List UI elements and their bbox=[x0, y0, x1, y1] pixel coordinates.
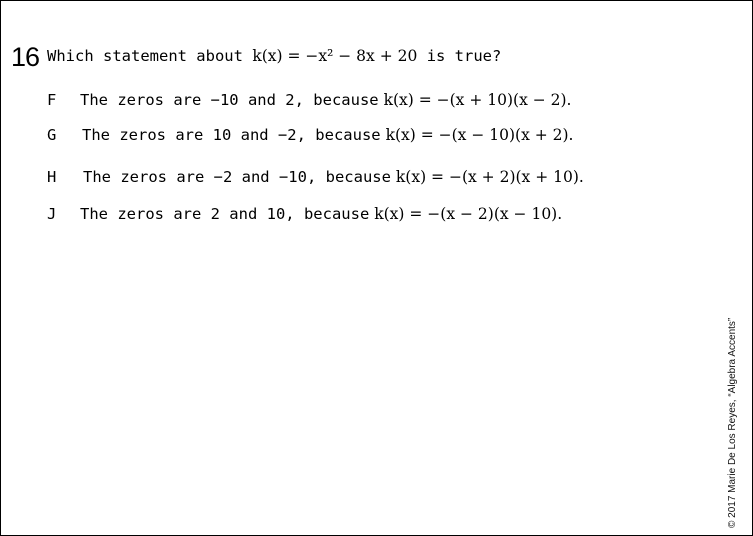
choice-letter: J bbox=[47, 205, 57, 223]
question-prompt-text: Which statement about bbox=[47, 47, 243, 65]
choice-text: The zeros are −10 and 2, because bbox=[80, 91, 379, 109]
question-prompt-end: is true? bbox=[426, 47, 502, 65]
choice-text: The zeros are 10 and −2, because bbox=[82, 126, 381, 144]
choice-text: The zeros are 2 and 10, because bbox=[80, 205, 370, 223]
choice-math: k(x) = −(x − 10)(x + 2). bbox=[385, 126, 574, 144]
choice-math: k(x) = −(x + 10)(x − 2). bbox=[383, 91, 572, 109]
choice-letter: H bbox=[47, 168, 57, 186]
question-function: k(x) = −x² − 8x + 20 bbox=[252, 47, 418, 65]
choice-math: k(x) = −(x − 2)(x − 10). bbox=[374, 205, 563, 223]
copyright-notice: © 2017 Marie De Los Reyes, “Algebra Accents” bbox=[727, 317, 738, 528]
question-prompt bbox=[47, 46, 501, 66]
choice-letter: F bbox=[47, 91, 57, 109]
choice-letter: G bbox=[47, 126, 57, 144]
choice-text: The zeros are −2 and −10, because bbox=[83, 168, 391, 186]
question-number: 16 bbox=[11, 42, 40, 72]
choice-math: k(x) = −(x + 2)(x + 10). bbox=[395, 168, 584, 186]
